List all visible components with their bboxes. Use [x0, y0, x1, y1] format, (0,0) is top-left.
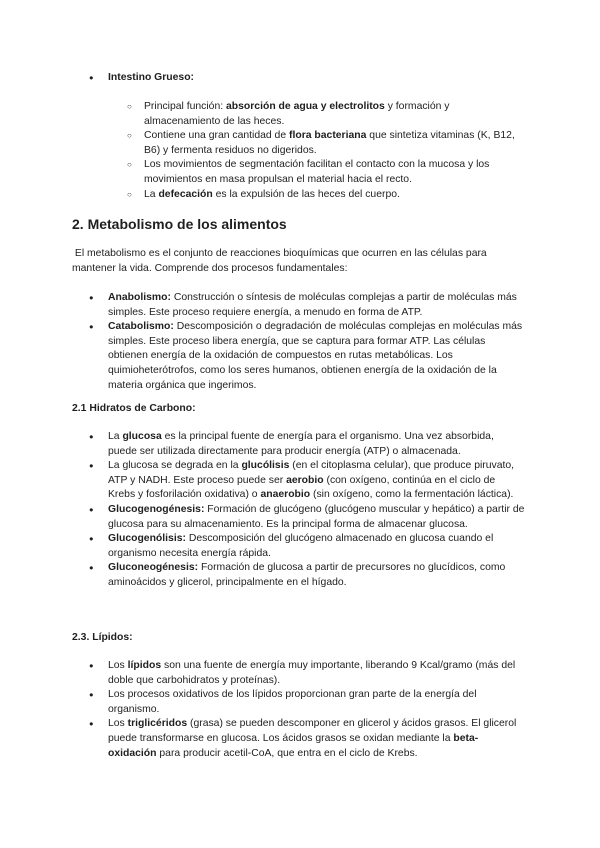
list-item: ● Glucogenólisis: Descomposición del glucógeno almacenado en glucosa cuando el organismo necesita energía rápida.: [0, 532, 600, 561]
intestino-section: [0, 71, 600, 86]
list-item: ○ Principal función: absorción de agua y electrolitos y formación y almacenamiento de las heces.: [0, 100, 600, 129]
list-item: ● La glucosa es la principal fuente de energía para el organismo. Una vez absorbida, puede ser utilizada directamente para producir energía (ATP) o almacenada.: [0, 430, 600, 459]
list-item: ● Catabolismo: Descomposición o degradación de moléculas complejas en moléculas más simples. Este proceso libera energía, que se captura para formar ATP. Las células obtienen energía de la oxidación de compuestos en rutas metabólicas. Los quimioheterótrofos, como los seres humanos, obtienen energía de la oxidación de la materia orgánica que ingerimos.: [0, 320, 600, 393]
list-item: ● Los procesos oxidativos de los lípidos proporcionan gran parte de la energía del organismo.: [0, 688, 600, 717]
intestino-list: [0, 100, 600, 202]
list-item: ● Los triglicéridos (grasa) se pueden descomponer en glicerol y ácidos grasos. El glicerol puede transformarse en glucosa. Los ácidos grasos se oxidan mediante la beta-oxidación para producir acetil-CoA, que entra en el ciclo de Krebs.: [0, 717, 600, 761]
list-item: ○ Los movimientos de segmentación facilitan el contacto con la mucosa y los movimientos en masa propulsan el material hacia el recto.: [0, 158, 600, 187]
list-item: ● Gluconeogénesis: Formación de glucosa a partir de precursores no glucídicos, como aminoácidos y glicerol, principalmente en el hígado.: [0, 561, 600, 590]
subsection-heading: 2.1 Hidratos de Carbono:: [72, 403, 196, 414]
section-heading: 2. Metabolismo de los alimentos: [72, 216, 287, 232]
list-item: ○ La defecación es la expulsión de las heces del cuerpo.: [0, 188, 600, 203]
list-item: ● Anabolismo: Construcción o síntesis de moléculas complejas a partir de moléculas más simples. Este proceso requiere energía, a menudo en forma de ATP.: [0, 291, 600, 320]
intestino-title: ● Intestino Grueso:: [0, 71, 600, 86]
list-item: ● La glucosa se degrada en la glucólisis (en el citoplasma celular), que produce piruvato, ATP y NADH. Este proceso puede ser aerobio (con oxígeno, continúa en el ciclo de Krebs y fosforilación oxidativa) o anaerobio (sin oxígeno, como la fermentación láctica).: [0, 459, 600, 503]
list-item: ○ Contiene una gran cantidad de flora bacteriana que sintetiza vitaminas (K, B12, B6) y fermenta residuos no digeridos.: [0, 129, 600, 158]
list-item: ● Glucogenogénesis: Formación de glucógeno (glucógeno muscular y hepático) a partir de glucosa para su almacenamiento. Es la principal forma de almacenar glucosa.: [0, 503, 600, 532]
hidratos-list: [0, 430, 600, 591]
metabolismo-list: [0, 291, 600, 393]
subsection-heading: 2.3. Lípidos:: [72, 632, 133, 643]
lipidos-list: [0, 659, 600, 761]
list-item: ● Los lípidos son una fuente de energía muy importante, liberando 9 Kcal/gramo (más del doble que carbohidratos y proteínas).: [0, 659, 600, 688]
intro-paragraph: El metabolismo es el conjunto de reacciones bioquímicas que ocurren en las células para mantener la vida. Comprende dos procesos fundamentales:: [72, 248, 487, 274]
